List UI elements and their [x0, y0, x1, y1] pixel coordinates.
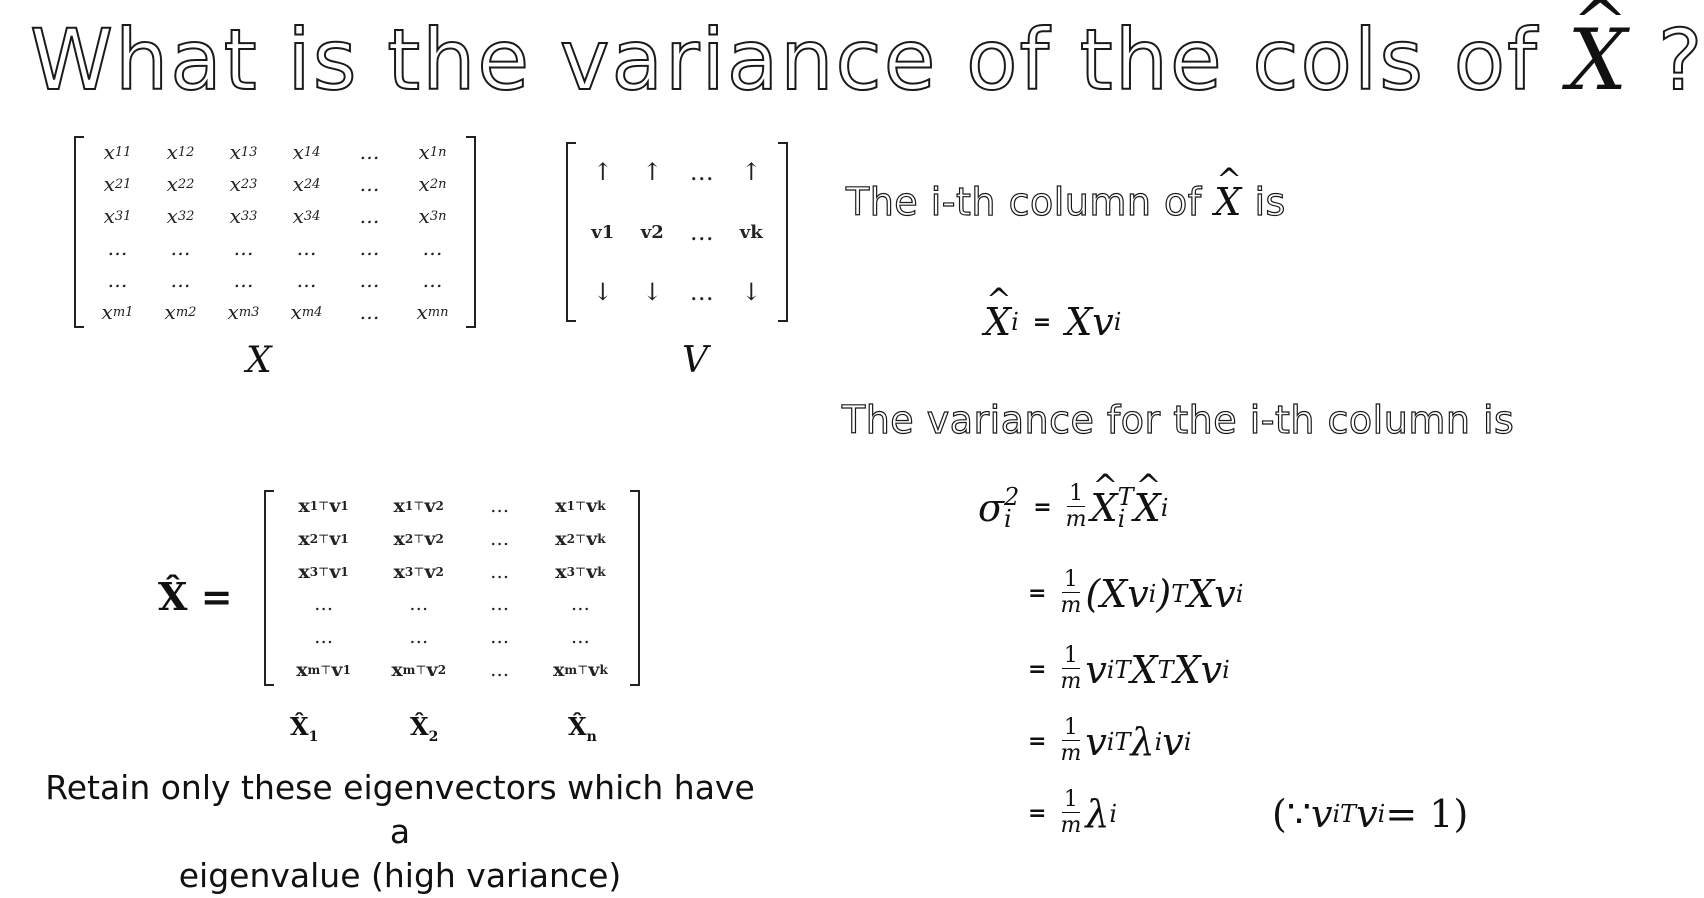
cell-base: x	[103, 204, 115, 228]
cell-v: v	[426, 658, 438, 681]
matrix-xhat-cell	[276, 490, 371, 523]
matrix-x	[74, 136, 476, 328]
equation-xhat-i: ^ X i = Xv i	[984, 300, 1121, 344]
cell-base: x	[101, 300, 113, 324]
matrix-xhat-cell	[533, 588, 628, 621]
matrix-x-cell	[338, 168, 401, 200]
cell-ellipsis: …	[490, 658, 510, 681]
transpose-mark: ⊤	[320, 662, 332, 677]
cell-sub: 21	[114, 176, 132, 192]
derivation-line-2: = $\frac{1}{m}$ (Xv i ) T Xv i	[1028, 567, 1244, 618]
transpose-mark: ⊤	[415, 662, 427, 677]
matrix-x-cell	[212, 296, 275, 328]
transpose-mark: ⊤	[574, 499, 587, 514]
matrix-v-column-name: v1	[591, 221, 615, 243]
matrix-v-arrow: ↑	[642, 158, 663, 186]
retain-line-1: Retain only these eigenvectors which have a	[45, 768, 755, 851]
cell-base: x	[229, 172, 241, 196]
matrix-v-arrow: ↓	[592, 278, 613, 306]
matrix-x-cell	[212, 136, 275, 168]
cell-v: v	[424, 527, 436, 550]
cell-sub: m1	[112, 304, 134, 320]
transpose-mark: ⊤	[318, 564, 330, 579]
matrix-xhat-cell	[533, 555, 628, 588]
matrix-x-cell	[149, 232, 212, 264]
transpose-mark: ⊤	[577, 662, 589, 677]
matrix-x-cell	[401, 296, 464, 328]
matrix-x-cell	[86, 200, 149, 232]
cell-v-sub: 2	[437, 662, 447, 677]
cell-sub: 33	[240, 208, 258, 224]
matrix-x-cell	[275, 264, 338, 296]
cell-x: x	[393, 495, 405, 518]
cell-base: …	[233, 268, 254, 292]
transpose-mark: ⊤	[413, 499, 425, 514]
cell-ellipsis: …	[490, 625, 510, 648]
matrix-x-cell	[149, 296, 212, 328]
cell-v-sub: k	[597, 564, 606, 579]
cell-sub: 2n	[429, 176, 447, 192]
cell-base: x	[227, 300, 239, 324]
cell-sub: 24	[303, 176, 321, 192]
cell-v-sub: 1	[340, 531, 349, 546]
cell-base: …	[233, 236, 254, 260]
xhat-lhs: X̂ =	[158, 574, 233, 619]
cell-v-sub: 2	[435, 499, 444, 514]
cell-v: v	[586, 560, 598, 583]
cell-v-sub: 1	[342, 662, 351, 677]
transpose-mark: ⊤	[413, 564, 425, 579]
cell-x: x	[391, 658, 403, 681]
cell-ellipsis: …	[314, 625, 334, 648]
matrix-xhat-cell	[466, 621, 533, 654]
transpose-mark: ⊤	[574, 531, 587, 546]
derivation-line-5: = $\frac{1}{m}$ λ i	[1028, 787, 1118, 838]
cell-x: x	[298, 495, 310, 518]
cell-base: …	[359, 204, 380, 228]
matrix-x-cell	[401, 168, 464, 200]
cell-base: x	[416, 300, 428, 324]
matrix-x-cell	[275, 200, 338, 232]
matrix-x-cell	[275, 232, 338, 264]
cell-ellipsis: …	[409, 625, 429, 648]
bracket-left	[264, 490, 274, 686]
matrix-v-grid	[578, 142, 776, 322]
matrix-x-cell	[86, 296, 149, 328]
cell-base: x	[292, 172, 304, 196]
transpose-mark: ⊤	[318, 531, 330, 546]
matrix-xhat-cell	[276, 588, 371, 621]
matrix-x-cell	[86, 264, 149, 296]
matrix-v-arrow: ↑	[592, 158, 613, 186]
matrix-xhat-cell	[466, 555, 533, 588]
cell-x-sub: m	[564, 662, 578, 677]
matrix-x-cell	[212, 264, 275, 296]
matrix-x-cell	[149, 168, 212, 200]
cell-v-sub: k	[599, 662, 608, 677]
transpose-mark: ⊤	[318, 499, 330, 514]
cell-v: v	[586, 527, 598, 550]
cell-v: v	[329, 560, 341, 583]
matrix-x-cell	[401, 264, 464, 296]
matrix-v-arrow: ↑	[741, 158, 762, 186]
cell-base: x	[229, 204, 241, 228]
variance-text: The variance for the i-th column is	[842, 398, 1515, 442]
cell-sub: 12	[177, 144, 195, 160]
matrix-x-grid	[86, 136, 464, 328]
matrix-x-cell	[338, 232, 401, 264]
cell-v: v	[424, 560, 436, 583]
matrix-v-arrow: ↓	[741, 278, 762, 306]
cell-x-sub: 2	[566, 531, 575, 546]
cell-x: x	[553, 658, 565, 681]
bracket-right	[778, 142, 788, 322]
derivation-line-1: σ 2 i = $\frac{1}{m}$ ^ X T i ^ X i	[978, 482, 1168, 533]
derivation-line-4: = $\frac{1}{m}$ v i T λ i v i	[1028, 715, 1192, 766]
bracket-left	[566, 142, 576, 322]
cell-v: v	[586, 495, 598, 518]
cell-base: x	[166, 140, 178, 164]
cell-x: x	[393, 560, 405, 583]
cell-v: v	[331, 658, 343, 681]
matrix-x-cell	[275, 168, 338, 200]
retain-line-2: eigenvalue (high variance)	[178, 856, 622, 895]
cell-base: …	[422, 268, 443, 292]
cell-ellipsis: …	[314, 593, 334, 616]
cell-base: …	[359, 236, 380, 260]
matrix-x-cell	[401, 200, 464, 232]
matrix-x-cell	[275, 136, 338, 168]
cell-sub: 1n	[429, 144, 447, 160]
matrix-v-column-name: vk	[739, 221, 763, 243]
cell-v-sub: 1	[340, 564, 349, 579]
matrix-xhat-cell	[533, 490, 628, 523]
cell-base: x	[418, 172, 430, 196]
matrix-xhat-cell	[466, 653, 533, 686]
cell-x-sub: 1	[566, 499, 575, 514]
matrix-xhat-cell	[466, 523, 533, 556]
cell-sub: m2	[175, 304, 197, 320]
cell-ellipsis: …	[490, 560, 510, 583]
matrix-x-cell	[212, 168, 275, 200]
cell-sub: mn	[427, 304, 449, 320]
cell-base: …	[107, 236, 128, 260]
slide-title	[30, 10, 1704, 110]
matrix-v-label: V	[682, 340, 708, 381]
cell-ellipsis: …	[490, 527, 510, 550]
cell-sub: m4	[301, 304, 323, 320]
matrix-xhat-cell	[371, 653, 466, 686]
cell-x-sub: 3	[404, 564, 414, 579]
col-label-1: $X̂_1$	[290, 712, 319, 745]
cell-v: v	[588, 658, 600, 681]
cell-sub: 23	[240, 176, 258, 192]
cell-base: x	[166, 172, 178, 196]
cell-ellipsis: …	[570, 625, 590, 648]
matrix-v	[566, 142, 788, 322]
matrix-x-cell	[401, 136, 464, 168]
cell-ellipsis: …	[490, 495, 510, 518]
matrix-x-cell	[149, 200, 212, 232]
cell-base: x	[290, 300, 302, 324]
matrix-xhat-cell	[276, 523, 371, 556]
col-label-2: $X̂_2$	[410, 712, 439, 745]
matrix-x-cell	[149, 136, 212, 168]
matrix-x-cell	[275, 296, 338, 328]
transpose-mark: ⊤	[574, 564, 587, 579]
cell-base: x	[164, 300, 176, 324]
cell-v-sub: k	[597, 531, 606, 546]
cell-base: …	[359, 140, 380, 164]
matrix-xhat-cell	[371, 588, 466, 621]
matrix-xhat-cell	[276, 555, 371, 588]
matrix-v-column-name: v2	[640, 221, 664, 243]
cell-v-sub: 2	[435, 564, 444, 579]
matrix-xhat-grid	[276, 490, 628, 686]
cell-base: x	[418, 140, 430, 164]
cell-x-sub: m	[307, 662, 321, 677]
cell-base: x	[103, 172, 115, 196]
cell-x-sub: 2	[309, 531, 319, 546]
cell-x: x	[298, 527, 310, 550]
cell-x-sub: 3	[309, 564, 319, 579]
matrix-x-cell	[212, 200, 275, 232]
cell-base: …	[359, 172, 380, 196]
title-question-mark: ?	[1657, 11, 1704, 109]
cell-ellipsis: …	[409, 593, 429, 616]
matrix-x-cell	[149, 264, 212, 296]
cell-sub: 31	[114, 208, 132, 224]
col-label-n: $X̂_n$	[568, 712, 597, 745]
matrix-xhat	[264, 490, 640, 686]
cell-v-sub: 1	[340, 499, 349, 514]
cell-base: x	[418, 204, 430, 228]
cell-base: x	[166, 204, 178, 228]
matrix-x-cell	[338, 136, 401, 168]
cell-v: v	[424, 495, 436, 518]
matrix-xhat-cell	[371, 490, 466, 523]
cell-sub: 22	[177, 176, 195, 192]
title-text: What is the variance of the cols of	[30, 11, 1539, 109]
cell-ellipsis: …	[570, 593, 590, 616]
bracket-right	[630, 490, 640, 686]
bracket-right	[466, 136, 476, 328]
matrix-xhat-cell	[466, 490, 533, 523]
cell-x: x	[555, 495, 567, 518]
cell-sub: 11	[114, 144, 132, 160]
matrix-x-cell	[338, 200, 401, 232]
matrix-x-cell	[86, 232, 149, 264]
cell-x-sub: 2	[404, 531, 414, 546]
cell-v: v	[329, 527, 341, 550]
cell-base: …	[359, 300, 380, 324]
cell-base: x	[292, 204, 304, 228]
cell-base: x	[229, 140, 241, 164]
cell-base: …	[170, 236, 191, 260]
matrix-xhat-cell	[466, 588, 533, 621]
matrix-x-cell	[338, 264, 401, 296]
matrix-xhat-cell	[533, 653, 628, 686]
cell-v-sub: 2	[435, 531, 444, 546]
matrix-x-cell	[401, 232, 464, 264]
cell-x: x	[296, 658, 308, 681]
matrix-x-cell	[86, 168, 149, 200]
cell-x-sub: 3	[566, 564, 575, 579]
cell-sub: 14	[303, 144, 321, 160]
cell-sub: 3n	[429, 208, 447, 224]
cell-base: …	[170, 268, 191, 292]
cell-sub: 32	[177, 208, 195, 224]
cell-sub: m3	[238, 304, 260, 320]
cell-x-sub: 1	[404, 499, 414, 514]
cell-x-sub: m	[402, 662, 416, 677]
transpose-mark: ⊤	[413, 531, 425, 546]
matrix-x-cell	[338, 296, 401, 328]
derivation-line-3: = $\frac{1}{m}$ v i T X T Xv i	[1028, 643, 1230, 694]
cell-sub: 34	[303, 208, 321, 224]
title-xhat-symbol: ^ X	[1567, 10, 1629, 110]
cell-x: x	[555, 527, 567, 550]
matrix-xhat-cell	[371, 621, 466, 654]
matrix-v-arrow: …	[689, 158, 714, 186]
matrix-xhat-cell	[276, 653, 371, 686]
cell-base: …	[359, 268, 380, 292]
cell-x-sub: 1	[309, 499, 319, 514]
matrix-xhat-cell	[533, 523, 628, 556]
matrix-v-column-name: …	[689, 218, 714, 246]
bracket-left	[74, 136, 84, 328]
cell-base: …	[107, 268, 128, 292]
cell-base: …	[296, 268, 317, 292]
cell-x: x	[393, 527, 405, 550]
matrix-xhat-cell	[371, 523, 466, 556]
cell-base: x	[103, 140, 115, 164]
cell-ellipsis: …	[490, 593, 510, 616]
matrix-x-cell	[212, 232, 275, 264]
cell-x: x	[298, 560, 310, 583]
cell-base: …	[422, 236, 443, 260]
cell-base: x	[292, 140, 304, 164]
ith-column-xhat-symbol: ^ X	[1214, 180, 1242, 224]
matrix-xhat-cell	[276, 621, 371, 654]
cell-x: x	[555, 560, 567, 583]
matrix-v-arrow: ↓	[642, 278, 663, 306]
matrix-xhat-cell	[533, 621, 628, 654]
matrix-v-arrow: …	[689, 278, 714, 306]
because-note: (∵ v i T v i = 1)	[1272, 792, 1469, 836]
ith-column-text: The i-th column of ^ X is	[846, 180, 1286, 224]
cell-v-sub: k	[597, 499, 606, 514]
cell-sub: 13	[240, 144, 258, 160]
cell-base: …	[296, 236, 317, 260]
retain-caption	[30, 766, 770, 898]
cell-v: v	[329, 495, 341, 518]
matrix-x-cell	[86, 136, 149, 168]
matrix-xhat-cell	[371, 555, 466, 588]
matrix-x-label: X	[246, 340, 272, 381]
